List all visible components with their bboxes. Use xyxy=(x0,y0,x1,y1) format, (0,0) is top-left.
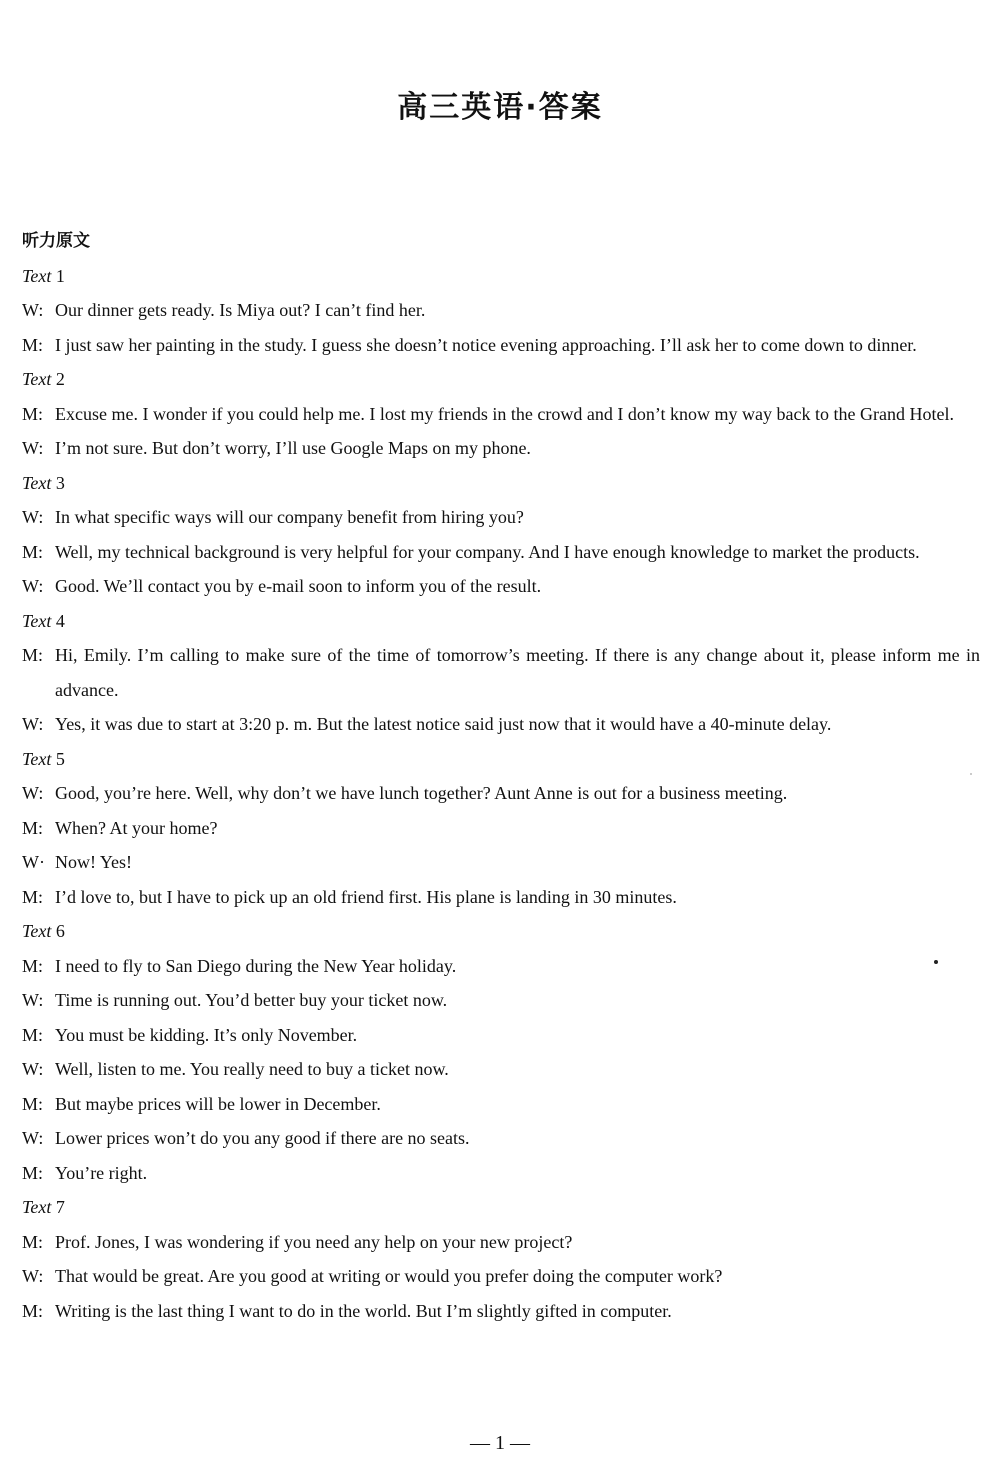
speaker-label: M: xyxy=(22,955,44,976)
dialogue-line xyxy=(22,293,980,328)
speaker-label: M: xyxy=(22,1300,44,1321)
dialogue-line xyxy=(22,1018,980,1053)
dialogue-line xyxy=(22,638,980,707)
text-label-word: Text xyxy=(22,610,52,631)
speaker-label: W: xyxy=(22,1059,44,1079)
dialogue-line xyxy=(22,431,980,466)
text-label-word: Text xyxy=(22,369,52,389)
speaker-label: M: xyxy=(22,403,44,424)
speaker-label: M: xyxy=(22,1231,44,1252)
text-label-number: 2 xyxy=(55,369,65,389)
speaker-label: W: xyxy=(22,990,44,1010)
dialogue-line xyxy=(22,1156,980,1191)
speech-text: That would be great. Are you good at writing or would you prefer doing the computer work? xyxy=(55,1266,723,1286)
speech-text: Hi, Emily. I’m calling to make sure of the time of tomorrow’s meeting. If there is any change about it, please inform me in advance. xyxy=(55,645,980,700)
text-label-number: 5 xyxy=(55,748,65,769)
speech-text: I’d love to, but I have to pick up an old friend first. His plane is landing in 30 minutes. xyxy=(55,886,677,907)
speech-text: But maybe prices will be lower in December. xyxy=(55,1093,381,1114)
speech-text: I need to fly to San Diego during the New Year holiday. xyxy=(55,955,457,976)
speaker-label: M: xyxy=(22,1162,44,1183)
speech-text: Now! Yes! xyxy=(55,852,133,872)
speaker-label: M: xyxy=(22,817,44,838)
speech-text: Time is running out. You’d better buy your ticket now. xyxy=(55,990,448,1010)
dialogue-line xyxy=(22,500,980,535)
speaker-label: W: xyxy=(22,576,44,596)
text-label-number: 7 xyxy=(55,1197,65,1217)
dialogue-line xyxy=(22,1121,980,1156)
speck-dot xyxy=(934,960,938,964)
speaker-label: M: xyxy=(22,1024,44,1045)
speech-text: Lower prices won’t do you any good if there are no seats. xyxy=(55,1128,470,1148)
dialogue-line xyxy=(22,328,980,363)
text-label-word: Text xyxy=(22,921,52,941)
speaker-label: W: xyxy=(22,300,44,320)
speaker-label: M: xyxy=(22,541,44,562)
text-label-number: 4 xyxy=(55,610,65,631)
speech-text: Well, my technical background is very helpful for your company. And I have enough knowledge to market the products. xyxy=(55,541,920,562)
text-label xyxy=(22,1190,980,1225)
speaker-label: W: xyxy=(22,438,44,458)
section-heading: 听力原文 xyxy=(22,231,90,251)
dialogue-line xyxy=(22,1259,980,1294)
text-label-word: Text xyxy=(22,472,52,493)
dialogue-line xyxy=(22,707,980,742)
dialogue-line xyxy=(22,776,980,811)
speech-text: When? At your home? xyxy=(55,817,218,838)
dialogue-line xyxy=(22,1087,980,1122)
page-number: — 1 — xyxy=(470,1432,530,1454)
text-label-number: 6 xyxy=(55,921,65,941)
speech-text: Excuse me. I wonder if you could help me. I lost my friends in the crowd and I don’t know my way back to the Grand Hotel. xyxy=(55,403,954,424)
speaker-label: W: xyxy=(22,714,44,734)
speech-text: Our dinner gets ready. Is Miya out? I can’t find her. xyxy=(55,300,426,320)
text-label-word: Text xyxy=(22,265,52,286)
speech-text: Prof. Jones, I was wondering if you need any help on your new project? xyxy=(55,1231,573,1252)
text-label-number: 1 xyxy=(55,265,65,286)
speaker-label: W: xyxy=(22,783,44,803)
dialogue-line xyxy=(22,1052,980,1087)
page-title: 高三英语·答案 xyxy=(397,90,603,125)
text-label xyxy=(22,604,980,639)
text-label xyxy=(22,914,980,949)
texts-container xyxy=(22,259,980,1329)
speaker-label: M: xyxy=(22,334,44,355)
speech-text: Well, listen to me. You really need to buy a ticket now. xyxy=(55,1059,449,1079)
dialogue-line xyxy=(22,569,980,604)
dialogue-line xyxy=(22,535,980,570)
speaker-label: W: xyxy=(22,507,44,527)
speaker-label: M: xyxy=(22,886,44,907)
speech-text: You must be kidding. It’s only November. xyxy=(55,1024,358,1045)
speaker-label: W: xyxy=(22,1266,44,1286)
dialogue-line xyxy=(22,397,980,432)
speaker-label: M: xyxy=(22,1093,44,1114)
speck-dot xyxy=(970,773,972,775)
speech-text: I just saw her painting in the study. I guess she doesn’t notice evening approaching. I’ll ask her to come down to dinner. xyxy=(55,334,917,355)
text-label xyxy=(22,742,980,777)
speech-text: In what specific ways will our company benefit from hiring you? xyxy=(55,507,524,527)
speaker-label: W: xyxy=(22,1128,44,1148)
dialogue-line xyxy=(22,1225,980,1260)
text-label-word: Text xyxy=(22,748,52,769)
text-label-number: 3 xyxy=(55,472,65,493)
speech-text: Good, you’re here. Well, why don’t we have lunch together? Aunt Anne is out for a business meeting. xyxy=(55,783,788,803)
text-label xyxy=(22,259,980,294)
dialogue-line xyxy=(22,949,980,984)
speaker-label: W· xyxy=(22,852,45,872)
speaker-label: M: xyxy=(22,645,44,665)
dialogue-line xyxy=(22,811,980,846)
speech-text: Writing is the last thing I want to do in the world. But I’m slightly gifted in computer. xyxy=(55,1300,672,1321)
speech-text: Yes, it was due to start at 3:20 p. m. But the latest notice said just now that it would have a 40-minute delay. xyxy=(55,714,832,734)
text-label xyxy=(22,362,980,397)
text-label-word: Text xyxy=(22,1197,52,1217)
dialogue-line xyxy=(22,880,980,915)
speech-text: You’re right. xyxy=(55,1162,148,1183)
speech-text: Good. We’ll contact you by e-mail soon to inform you of the result. xyxy=(55,576,542,596)
speech-text: I’m not sure. But don’t worry, I’ll use Google Maps on my phone. xyxy=(55,438,531,458)
dialogue-line xyxy=(22,845,980,880)
listening-transcript xyxy=(22,224,980,1328)
text-label xyxy=(22,466,980,501)
dialogue-line xyxy=(22,1294,980,1329)
dialogue-line xyxy=(22,983,980,1018)
